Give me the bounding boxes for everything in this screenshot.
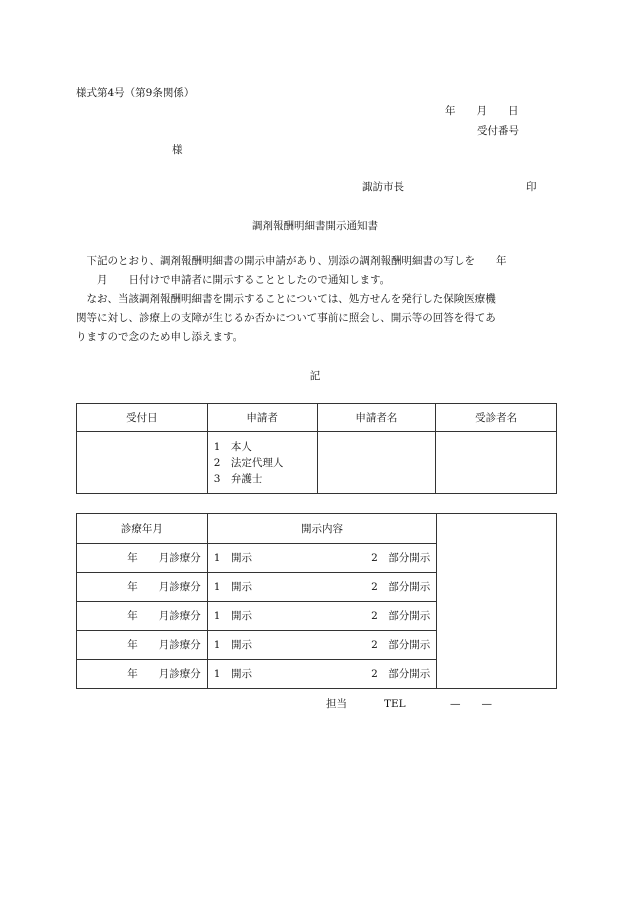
disclosure-options-cell [207,660,437,689]
disclosure-header-row [77,514,557,544]
body-line-3: なお、当該調剤報酬明細書を開示することについては、処方せんを発行した保険医療機 [76,293,496,305]
treatment-month-cell: 年 月診療分 [77,602,208,631]
body-line-5: りますので念のため申し添えます。 [76,331,244,343]
tel-label: TEL [384,698,406,710]
body-line-4: 関等に対し、診療上の支障が生じるか否かについて事前に照会し、開示等の回答を得てあ [76,312,496,324]
receipt-number-label: 受付番号 [477,125,519,137]
application-table [76,403,557,494]
body-line-2: 月 日付けで申請者に開示することとしたので通知します。 [76,274,391,286]
disclosure-options-cell [207,631,437,660]
tel-dashes: — — [450,698,492,710]
option-partial-disclose: 2 部分開示 [371,610,431,622]
disclosure-options-cell [207,602,437,631]
disclosure-options-cell [207,573,437,602]
seal-mark: 印 [526,181,537,193]
header-disclosure-content: 開示内容 [207,514,437,544]
issuer-name: 諏訪市長 [362,181,404,193]
option-partial-disclose: 2 部分開示 [371,581,431,593]
option-disclose: 1 開示 [213,552,252,564]
form-number-label: 様式第4号（第9条関係） [76,87,195,99]
option-partial-disclose: 2 部分開示 [371,639,431,651]
applicant-option-lawyer: 3 弁護士 [213,472,263,485]
contact-person-label: 担当 [326,698,347,710]
header-patient-name: 受診者名 [436,404,557,432]
treatment-month-cell: 年 月診療分 [77,573,208,602]
remarks-cell [437,514,557,689]
option-partial-disclose: 2 部分開示 [371,668,431,680]
application-header-row [77,404,557,432]
applicant-option-self: 1 本人 [213,440,252,453]
ki-heading: 記 [309,370,321,382]
applicant-name-cell [317,432,436,494]
disclosure-table [76,513,557,689]
treatment-month-cell: 年 月診療分 [77,660,208,689]
treatment-month-cell: 年 月診療分 [77,631,208,660]
treatment-month-cell: 年 月診療分 [77,544,208,573]
option-disclose: 1 開示 [213,610,252,622]
header-applicant: 申請者 [207,404,317,432]
option-disclose: 1 開示 [213,639,252,651]
option-partial-disclose: 2 部分開示 [371,552,431,564]
option-disclose: 1 開示 [213,581,252,593]
header-receipt-date: 受付日 [77,404,208,432]
date-line: 年 月 日 [445,105,519,117]
receipt-date-cell [77,432,208,494]
patient-name-cell [436,432,557,494]
document-title: 調剤報酬明細書開示通知書 [252,220,378,232]
body-line-1: 下記のとおり、調剤報酬明細書の開示申請があり、別添の調剤報酬明細書の写しを 年 [76,255,507,267]
header-applicant-name: 申請者名 [317,404,436,432]
option-disclose: 1 開示 [213,668,252,680]
applicant-option-legal-rep: 2 法定代理人 [213,456,284,469]
body-text [76,252,562,347]
header-treatment-month: 診療年月 [77,514,208,544]
application-body-row [77,432,557,494]
addressee-suffix: 様 [172,144,183,156]
disclosure-options-cell [207,544,437,573]
applicant-options-cell [207,432,317,494]
